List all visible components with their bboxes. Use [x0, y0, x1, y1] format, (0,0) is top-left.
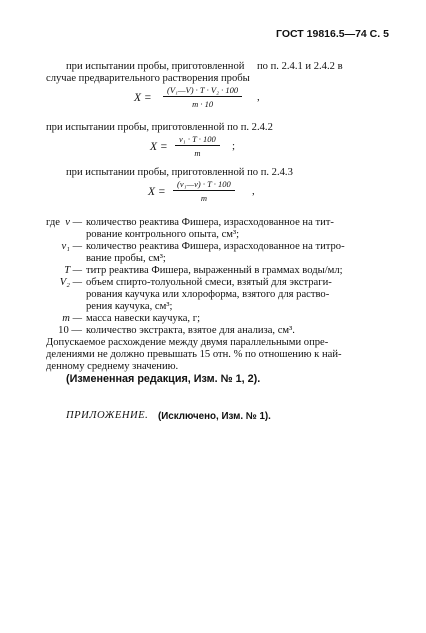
- term-v2: V₂ —: [59, 277, 82, 288]
- definition-v2: [86, 277, 388, 313]
- intro-line-2: случае предварительного растворения пробы: [46, 73, 250, 84]
- definition-v: [86, 217, 388, 241]
- tolerance-line: делениями не должно превышать 15 отн. % по отношению к най-: [46, 349, 342, 360]
- formula-3-denominator: m: [200, 193, 207, 203]
- definition-line: рения каучука, см³;: [86, 301, 173, 312]
- tolerance-line: денному среднему значению.: [46, 361, 179, 372]
- definition-m: [86, 313, 388, 325]
- term-v: v —: [65, 217, 82, 228]
- formula-2-denominator: m: [194, 148, 201, 158]
- definition-line: рование контрольного опыта, см³;: [86, 229, 240, 240]
- definition-line: масса навески каучука, г;: [86, 313, 201, 324]
- formula-1-lhs: X =: [134, 92, 152, 104]
- definition-line: количество реактива Фишера, израсходованное на тит-: [86, 217, 334, 228]
- appendix-title: ПРИЛОЖЕНИЕ.: [66, 410, 149, 421]
- formula-2-numerator: v₁ · T · 100: [179, 134, 216, 144]
- formula-3-lhs: X =: [148, 186, 166, 198]
- definition-v1: [86, 241, 388, 265]
- definition-line: объем спирто-толуольной смеси, взятый для экстраги-: [86, 277, 332, 288]
- intro-3: при испытании пробы, приготовленной по п. 2.4.3: [66, 167, 293, 178]
- revision-note: (Измененная редакция, Изм. № 1, 2).: [66, 373, 261, 385]
- term-m: m —: [62, 313, 82, 324]
- intro-line-1b: по п. 2.4.1 и 2.4.2 в: [257, 61, 343, 72]
- definition-t: [86, 265, 388, 277]
- formula-2-end: ;: [232, 140, 236, 152]
- formula-1-denominator: m · 10: [192, 99, 214, 109]
- definition-line: титр реактива Фишера, выраженный в граммах воды/мл;: [86, 265, 343, 276]
- tolerance-paragraph: [46, 337, 386, 373]
- definition-10: [86, 325, 388, 337]
- formula-3-end: ,: [252, 185, 255, 197]
- intro-2: при испытании пробы, приготовленной по п. 2.4.2: [46, 122, 273, 133]
- definition-line: количество экстракта, взятое для анализа, см³.: [86, 325, 295, 336]
- formula-3-numerator: (v₁—v) · T · 100: [177, 179, 231, 189]
- term-10: 10 —: [58, 325, 82, 336]
- term-v1: v₁ —: [61, 241, 82, 252]
- definition-line: рования каучука или хлороформа, взятого для раство-: [86, 289, 330, 300]
- formula-1-end: ,: [257, 91, 260, 103]
- definition-line: количество реактива Фишера, израсходованное на титро-: [86, 241, 345, 252]
- page-header: ГОСТ 19816.5—74 С. 5: [276, 28, 389, 40]
- formula-2-fraction: [175, 134, 220, 158]
- term-t: T —: [64, 265, 82, 276]
- formula-1-fraction: [163, 85, 242, 109]
- intro-line-1a: при испытании пробы, приготовленной: [66, 61, 245, 72]
- formula-1-numerator: (V₁—V) · T · V₂ · 100: [167, 85, 239, 95]
- definition-line: вание пробы, см³;: [86, 253, 166, 264]
- formula-3-fraction: [173, 179, 235, 203]
- appendix-note: (Исключено, Изм. № 1).: [158, 411, 271, 422]
- formula-2-lhs: X =: [150, 141, 168, 153]
- tolerance-line: Допускаемое расхождение между двумя параллельными опре-: [46, 337, 329, 348]
- where-label: где: [46, 217, 60, 228]
